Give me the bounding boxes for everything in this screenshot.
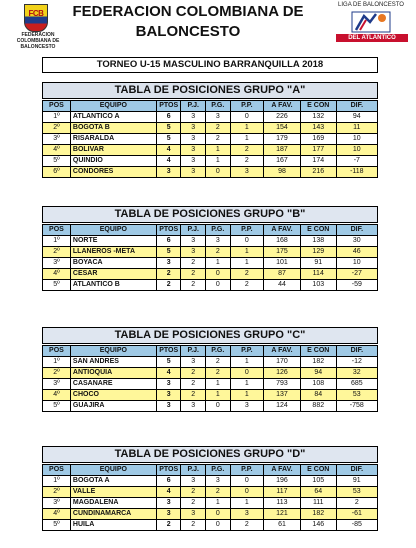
table-cell: 44 — [264, 280, 301, 291]
group-title: TABLA DE POSICIONES GRUPO "B" — [42, 206, 378, 223]
table-cell: 4 — [156, 368, 181, 379]
table-cell: -85 — [336, 520, 377, 531]
column-header: DIF. — [336, 346, 377, 357]
table-cell: -12 — [336, 357, 377, 368]
team-name: CONDORES — [70, 167, 156, 178]
table-cell: 2º — [43, 487, 71, 498]
table-cell: 196 — [264, 476, 301, 487]
table-cell: 2º — [43, 247, 71, 258]
team-name: CUNDINAMARCA — [70, 509, 156, 520]
table-cell: 2º — [43, 123, 71, 134]
table-cell: 2 — [230, 520, 264, 531]
table-cell: 3 — [181, 476, 206, 487]
table-cell: 1º — [43, 236, 71, 247]
table-cell: 113 — [264, 498, 301, 509]
table-row — [43, 247, 378, 258]
table-row — [43, 520, 378, 531]
table-row — [43, 379, 378, 390]
table-cell: 4º — [43, 509, 71, 520]
basketball-player-icon — [348, 10, 394, 34]
table-cell: 0 — [230, 112, 264, 123]
team-name: ATLANTICO A — [70, 112, 156, 123]
table-cell: 114 — [300, 269, 336, 280]
table-cell: 84 — [300, 390, 336, 401]
table-cell: 87 — [264, 269, 301, 280]
table-cell: 2º — [43, 368, 71, 379]
table-cell: 1 — [206, 145, 231, 156]
table-cell: 121 — [264, 509, 301, 520]
table-cell: 5 — [156, 357, 181, 368]
table-cell: 1 — [230, 379, 264, 390]
table-cell: 4º — [43, 390, 71, 401]
table-row — [43, 123, 378, 134]
table-cell: 0 — [230, 236, 264, 247]
table-cell: 2 — [230, 280, 264, 291]
table-cell: 2 — [206, 247, 231, 258]
table-cell: 154 — [264, 123, 301, 134]
table-row — [43, 167, 378, 178]
table-cell: 167 — [264, 156, 301, 167]
table-cell: 53 — [336, 390, 377, 401]
table-cell: 4 — [156, 145, 181, 156]
table-cell: 132 — [300, 112, 336, 123]
column-header: P.G. — [206, 465, 231, 476]
table-cell: 174 — [300, 156, 336, 167]
table-cell: 3 — [230, 401, 264, 412]
standings-table — [42, 464, 378, 531]
table-cell: 1 — [230, 390, 264, 401]
table-cell: 685 — [336, 379, 377, 390]
team-name: GUAJIRA — [70, 401, 156, 412]
column-header: P.J. — [181, 101, 206, 112]
group-title: TABLA DE POSICIONES GRUPO "C" — [42, 327, 378, 344]
table-cell: 5 — [156, 123, 181, 134]
column-header: P.P. — [230, 101, 264, 112]
table-cell: 2 — [206, 368, 231, 379]
fcb-shield-text: FCB — [28, 9, 44, 18]
liga-logo — [328, 2, 414, 44]
table-cell: 0 — [206, 269, 231, 280]
table-cell: 0 — [206, 280, 231, 291]
column-header: A FAV. — [264, 465, 301, 476]
table-cell: 1 — [230, 134, 264, 145]
table-cell: 1 — [206, 258, 231, 269]
table-row — [43, 368, 378, 379]
table-cell: 117 — [264, 487, 301, 498]
column-header: A FAV. — [264, 225, 301, 236]
table-cell: 3 — [156, 401, 181, 412]
column-header: POS — [43, 225, 71, 236]
table-cell: 3 — [181, 247, 206, 258]
table-row — [43, 487, 378, 498]
table-cell: 3 — [156, 390, 181, 401]
column-header: PTOS — [156, 101, 181, 112]
table-cell: 3 — [206, 476, 231, 487]
table-row — [43, 236, 378, 247]
table-cell: 2 — [206, 134, 231, 145]
table-cell: 138 — [300, 236, 336, 247]
liga-subtitle: DEL ATLANTICO — [336, 34, 408, 42]
column-header: E CON — [300, 101, 336, 112]
table-cell: 3 — [181, 145, 206, 156]
table-cell: 3 — [181, 112, 206, 123]
table-cell: 3 — [206, 112, 231, 123]
liga-caption: LIGA DE BALONCESTO — [338, 2, 404, 8]
table-cell: 3 — [181, 357, 206, 368]
table-cell: 4 — [156, 156, 181, 167]
table-cell: 3 — [230, 167, 264, 178]
table-row — [43, 269, 378, 280]
column-header: EQUIPO — [70, 465, 156, 476]
table-cell: 4º — [43, 269, 71, 280]
column-header: DIF. — [336, 225, 377, 236]
table-cell: 2 — [181, 269, 206, 280]
table-cell: 2 — [181, 280, 206, 291]
column-header: E CON — [300, 465, 336, 476]
table-cell: 10 — [336, 134, 377, 145]
column-header: POS — [43, 101, 71, 112]
team-name: RISARALDA — [70, 134, 156, 145]
table-cell: 179 — [264, 134, 301, 145]
table-row — [43, 280, 378, 291]
team-name: VALLE — [70, 487, 156, 498]
column-header: P.J. — [181, 346, 206, 357]
tournament-title: TORNEO U-15 MASCULINO BARRANQUILLA 2018 — [42, 57, 378, 73]
table-row — [43, 112, 378, 123]
table-cell: 64 — [300, 487, 336, 498]
table-row — [43, 498, 378, 509]
table-cell: 105 — [300, 476, 336, 487]
table-cell: 5 — [156, 134, 181, 145]
table-cell: 2 — [156, 269, 181, 280]
table-cell: 2 — [230, 145, 264, 156]
table-cell: -758 — [336, 401, 377, 412]
table-cell: 0 — [230, 476, 264, 487]
table-row — [43, 134, 378, 145]
group-title: TABLA DE POSICIONES GRUPO "A" — [42, 82, 378, 99]
table-cell: 0 — [206, 167, 231, 178]
standings-table — [42, 345, 378, 412]
standings-table — [42, 224, 378, 291]
table-cell: 170 — [264, 357, 301, 368]
table-cell: 2 — [156, 520, 181, 531]
column-header: PTOS — [156, 346, 181, 357]
table-cell: 226 — [264, 112, 301, 123]
column-header: EQUIPO — [70, 346, 156, 357]
table-cell: 5º — [43, 520, 71, 531]
page-title: FEDERACION COLOMBIANA DE BALONCESTO — [72, 3, 304, 40]
table-cell: 3 — [230, 509, 264, 520]
table-cell: 32 — [336, 368, 377, 379]
team-name: QUINDIO — [70, 156, 156, 167]
team-name: BOYACA — [70, 258, 156, 269]
table-row — [43, 390, 378, 401]
table-cell: 1 — [206, 156, 231, 167]
column-header: P.P. — [230, 465, 264, 476]
column-header: POS — [43, 346, 71, 357]
table-cell: 143 — [300, 123, 336, 134]
table-cell: 3 — [156, 258, 181, 269]
team-name: MAGDALENA — [70, 498, 156, 509]
standings-table — [42, 100, 378, 178]
table-cell: 0 — [206, 520, 231, 531]
table-cell: 5 — [156, 247, 181, 258]
table-cell: -59 — [336, 280, 377, 291]
column-header: A FAV. — [264, 101, 301, 112]
column-header: P.G. — [206, 101, 231, 112]
table-cell: -27 — [336, 269, 377, 280]
column-header: P.G. — [206, 346, 231, 357]
table-cell: 882 — [300, 401, 336, 412]
table-cell: 6º — [43, 167, 71, 178]
table-cell: 2 — [156, 280, 181, 291]
table-cell: 6 — [156, 476, 181, 487]
table-cell: 2 — [181, 390, 206, 401]
team-name: CASANARE — [70, 379, 156, 390]
table-cell: 5º — [43, 156, 71, 167]
table-row — [43, 357, 378, 368]
column-header: POS — [43, 465, 71, 476]
table-cell: 2 — [206, 487, 231, 498]
team-name: CESAR — [70, 269, 156, 280]
team-name: BOLIVAR — [70, 145, 156, 156]
fcb-caption: FEDERACION COLOMBIANA DE BALONCESTO — [16, 32, 60, 50]
column-header: PTOS — [156, 225, 181, 236]
table-cell: 10 — [336, 258, 377, 269]
column-header: EQUIPO — [70, 101, 156, 112]
table-cell: 101 — [264, 258, 301, 269]
table-cell: 3 — [181, 509, 206, 520]
table-header-row — [43, 225, 378, 236]
table-cell: 3 — [156, 509, 181, 520]
table-cell: 1 — [230, 498, 264, 509]
table-cell: 2 — [206, 123, 231, 134]
table-cell: 30 — [336, 236, 377, 247]
table-cell: 98 — [264, 167, 301, 178]
table-cell: 3 — [181, 236, 206, 247]
table-cell: 53 — [336, 487, 377, 498]
table-cell: 2 — [230, 269, 264, 280]
table-header-row — [43, 465, 378, 476]
table-cell: 2 — [181, 487, 206, 498]
table-cell: 2 — [181, 368, 206, 379]
table-cell: 91 — [336, 476, 377, 487]
table-cell: 187 — [264, 145, 301, 156]
team-name: BOGOTA B — [70, 123, 156, 134]
table-cell: 3 — [181, 134, 206, 145]
table-row — [43, 156, 378, 167]
table-cell: 3º — [43, 379, 71, 390]
table-cell: 793 — [264, 379, 301, 390]
table-cell: 111 — [300, 498, 336, 509]
table-cell: 5º — [43, 280, 71, 291]
table-cell: 3 — [206, 236, 231, 247]
table-row — [43, 258, 378, 269]
table-header-row — [43, 101, 378, 112]
table-cell: 108 — [300, 379, 336, 390]
table-cell: 2 — [181, 520, 206, 531]
table-cell: 129 — [300, 247, 336, 258]
table-cell: 3 — [156, 498, 181, 509]
table-cell: 1º — [43, 357, 71, 368]
table-cell: 0 — [230, 487, 264, 498]
column-header: P.P. — [230, 225, 264, 236]
table-cell: 182 — [300, 357, 336, 368]
table-cell: 46 — [336, 247, 377, 258]
table-cell: 0 — [206, 509, 231, 520]
team-name: LLANEROS -META — [70, 247, 156, 258]
table-row — [43, 476, 378, 487]
column-header: E CON — [300, 225, 336, 236]
table-cell: 3 — [181, 167, 206, 178]
table-row — [43, 509, 378, 520]
column-header: P.J. — [181, 225, 206, 236]
table-cell: 177 — [300, 145, 336, 156]
table-cell: 3 — [181, 401, 206, 412]
table-cell: 1 — [230, 247, 264, 258]
table-cell: 2 — [181, 379, 206, 390]
column-header: EQUIPO — [70, 225, 156, 236]
table-cell: 2 — [181, 498, 206, 509]
table-cell: 216 — [300, 167, 336, 178]
group-title: TABLA DE POSICIONES GRUPO "D" — [42, 446, 378, 463]
table-header-row — [43, 346, 378, 357]
column-header: P.G. — [206, 225, 231, 236]
table-cell: 0 — [206, 401, 231, 412]
table-cell: 2 — [336, 498, 377, 509]
table-cell: 169 — [300, 134, 336, 145]
table-cell: 1 — [230, 357, 264, 368]
table-cell: 11 — [336, 123, 377, 134]
table-cell: 1 — [206, 390, 231, 401]
table-cell: 1 — [230, 258, 264, 269]
table-cell: 3º — [43, 258, 71, 269]
table-cell: 91 — [300, 258, 336, 269]
team-name: CHOCO — [70, 390, 156, 401]
table-cell: 3 — [181, 156, 206, 167]
column-header: DIF. — [336, 465, 377, 476]
table-cell: 1 — [206, 379, 231, 390]
table-cell: 0 — [230, 368, 264, 379]
table-cell: 3º — [43, 134, 71, 145]
table-cell: 10 — [336, 145, 377, 156]
table-cell: 3 — [156, 379, 181, 390]
team-name: HUILA — [70, 520, 156, 531]
table-cell: 168 — [264, 236, 301, 247]
table-cell: 2 — [206, 357, 231, 368]
table-cell: 4º — [43, 145, 71, 156]
table-cell: 61 — [264, 520, 301, 531]
fcb-shield-icon — [24, 4, 48, 32]
table-row — [43, 145, 378, 156]
column-header: P.P. — [230, 346, 264, 357]
table-cell: -61 — [336, 509, 377, 520]
table-cell: 94 — [300, 368, 336, 379]
table-cell: 6 — [156, 236, 181, 247]
table-cell: 2 — [230, 156, 264, 167]
team-name: BOGOTA A — [70, 476, 156, 487]
column-header: PTOS — [156, 465, 181, 476]
table-cell: 6 — [156, 112, 181, 123]
column-header: P.J. — [181, 465, 206, 476]
table-cell: 175 — [264, 247, 301, 258]
table-cell: -7 — [336, 156, 377, 167]
table-cell: 3º — [43, 498, 71, 509]
table-cell: 5º — [43, 401, 71, 412]
table-cell: 3 — [156, 167, 181, 178]
team-name: ATLANTICO B — [70, 280, 156, 291]
table-cell: 182 — [300, 509, 336, 520]
team-name: ANTIOQUIA — [70, 368, 156, 379]
table-cell: 103 — [300, 280, 336, 291]
column-header: E CON — [300, 346, 336, 357]
team-name: SAN ANDRES — [70, 357, 156, 368]
table-cell: -118 — [336, 167, 377, 178]
table-cell: 3 — [181, 123, 206, 134]
column-header: A FAV. — [264, 346, 301, 357]
table-cell: 2 — [181, 258, 206, 269]
table-row — [43, 401, 378, 412]
table-cell: 1º — [43, 476, 71, 487]
table-cell: 1 — [206, 498, 231, 509]
table-cell: 1 — [230, 123, 264, 134]
table-cell: 94 — [336, 112, 377, 123]
table-cell: 1º — [43, 112, 71, 123]
team-name: NORTE — [70, 236, 156, 247]
table-cell: 126 — [264, 368, 301, 379]
table-cell: 124 — [264, 401, 301, 412]
fcb-logo — [8, 2, 62, 48]
table-cell: 4 — [156, 487, 181, 498]
column-header: DIF. — [336, 101, 377, 112]
table-cell: 137 — [264, 390, 301, 401]
table-cell: 146 — [300, 520, 336, 531]
